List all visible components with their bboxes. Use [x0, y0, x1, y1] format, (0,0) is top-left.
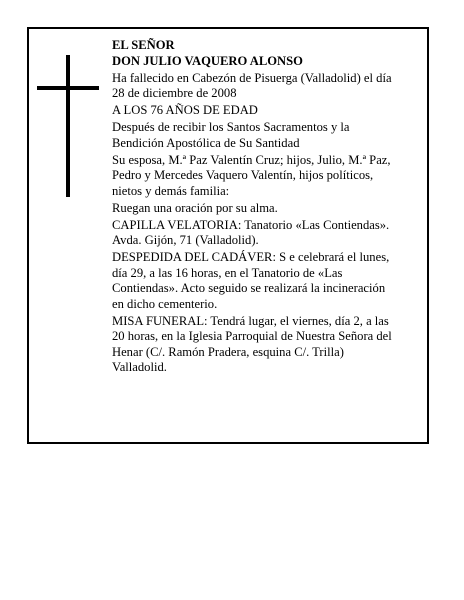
chapel-line-1: CAPILLA VELATORIA: Tanatorio «Las Contiendas». — [112, 217, 390, 232]
obituary-text — [112, 38, 424, 376]
death-line-2: 28 de diciembre de 2008 — [112, 86, 237, 100]
farewell-line-4: en dicho cementerio. — [112, 296, 218, 311]
deceased-name: DON JULIO VAQUERO ALONSO — [112, 53, 303, 68]
family-line-1: Su esposa, M.ª Paz Valentín Cruz; hijos, Julio, M.ª Paz, — [112, 152, 391, 167]
mass-line-3: Henar (C/. Ramón Pradera, esquina C/. Trilla) — [112, 344, 344, 359]
family-line-2: Pedro y Mercedes Vaquero Valentín, hijos políticos, — [112, 168, 374, 182]
chapel-line-2: Avda. Gijón, 71 (Valladolid). — [112, 233, 259, 247]
family-line-3: nietos y demás familia: — [112, 183, 230, 198]
cross-vertical-bar — [66, 55, 70, 197]
cross-icon — [37, 55, 99, 197]
sacraments-line-1: Después de recibir los Santos Sacramentos y la — [112, 120, 350, 134]
sacraments-line-2: Bendición Apostólica de Su Santidad — [112, 135, 300, 150]
farewell-line-3: Contiendas». Acto seguido se realizará la incineración — [112, 281, 386, 295]
mass-line-2: 20 horas, en la Iglesia Parroquial de Nuestra Señora del — [112, 329, 392, 343]
farewell-line-2: día 29, a las 16 horas, en el Tanatorio de «Las — [112, 265, 343, 280]
cross-horizontal-bar — [37, 86, 99, 90]
title-line-1: EL SEÑOR — [112, 38, 175, 52]
age-line: A LOS 76 AÑOS DE EDAD — [112, 103, 258, 117]
prayer-line: Ruegan una oración por su alma. — [112, 200, 278, 215]
mass-line-4: Valladolid. — [112, 360, 167, 374]
mass-line-1: MISA FUNERAL: Tendrá lugar, el viernes, día 2, a las — [112, 313, 389, 328]
death-line-1: Ha fallecido en Cabezón de Pisuerga (Valladolid) el día — [112, 70, 392, 85]
farewell-line-1: DESPEDIDA DEL CADÁVER: S e celebrará el lunes, — [112, 250, 390, 264]
